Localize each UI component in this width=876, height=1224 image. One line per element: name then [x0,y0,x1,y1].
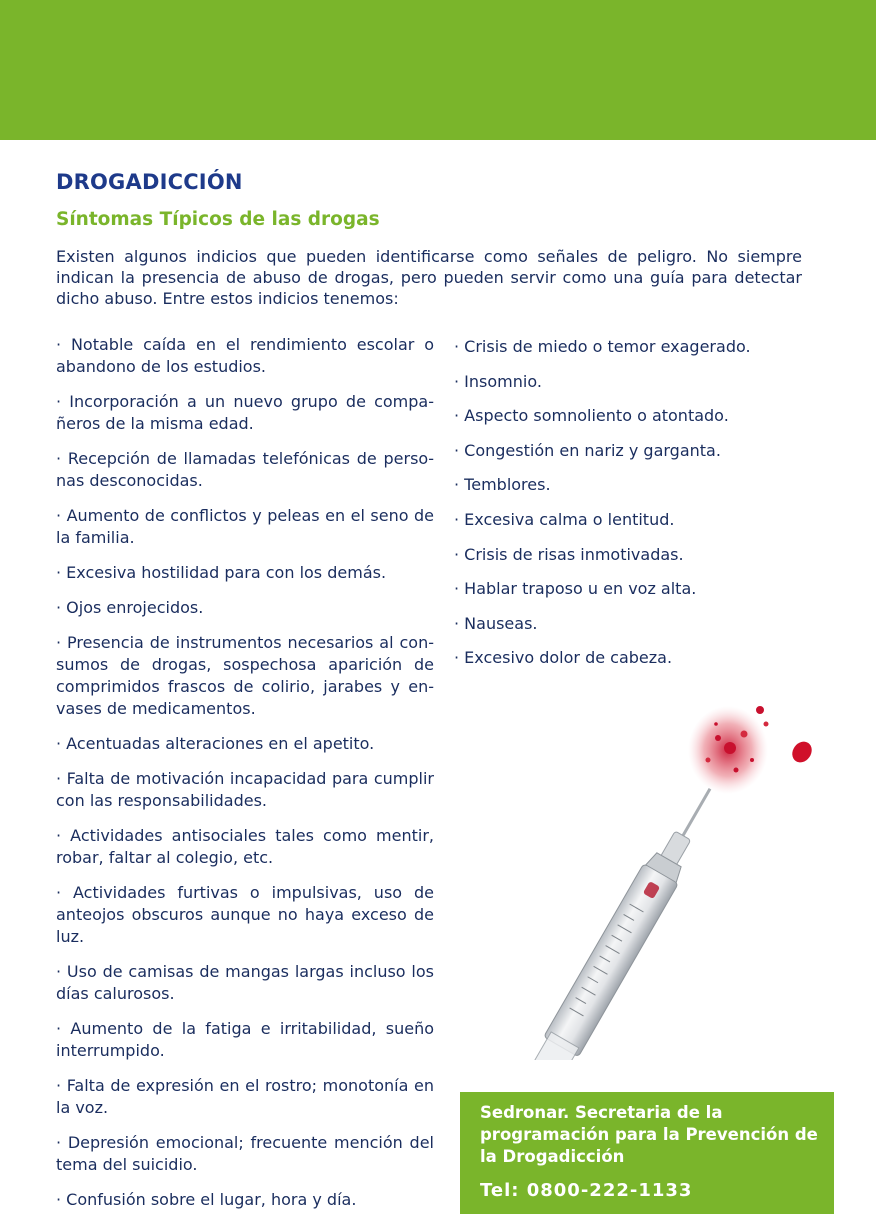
page-title: DROGADICCIÓN [56,170,243,194]
list-item: · Falta de motivación incapacidad para cumplir con las responsabilidades. [56,769,434,810]
list-item: · Insomnio. [454,371,542,391]
list-item: · Notable caída en el rendimiento escolar o abandono de los estudios. [56,335,434,376]
list-item: · Temblores. [454,475,551,495]
contact-phone: Tel: 0800-222-1133 [480,1180,693,1201]
list-item: · Nauseas. [454,613,538,633]
syringe-illustration [490,690,830,1060]
list-item: · Excesiva hostilidad para con los demás. [56,563,387,582]
symptom-list-right [454,336,814,682]
list-item: · Congestión en nariz y garganta. [454,440,721,460]
symptom-list-left [56,334,434,1224]
list-item: · Actividades furtivas o impulsivas, uso de anteojos obscuros aunque no haya exceso de luz. [56,883,434,946]
list-item: · Falta de expresión en el rostro; monotonía en la voz. [56,1076,434,1117]
list-item: · Presencia de instrumentos necesarios al consumos de drogas, sospechosa aparición de comprimidos frascos de colirio, jarabes y envases de medicamentos. [56,633,434,718]
contact-box [460,1092,834,1214]
list-item: · Ojos enrojecidos. [56,598,204,617]
page-subtitle: Síntomas Típicos de las drogas [56,209,380,230]
list-item: · Hablar traposo u en voz alta. [454,579,697,599]
list-item: · Aumento de la fatiga e irritabilidad, sueño interrumpido. [56,1019,434,1060]
list-item: · Crisis de risas inmotivadas. [454,544,684,564]
list-item: · Incorporación a un nuevo grupo de compañeros de la misma edad. [56,392,434,433]
list-item: · Crisis de miedo o temor exagerado. [454,337,751,356]
contact-organization: Sedronar. Secretaria de la programación para la Prevención de la Drogadicción [480,1103,818,1166]
list-item: · Excesivo dolor de cabeza. [454,648,673,668]
top-green-band [0,0,876,140]
list-item: · Uso de camisas de mangas largas incluso los días calurosos. [56,962,434,1003]
list-item: · Aspecto somnoliento o atontado. [454,406,729,426]
list-item: · Aumento de conflictos y peleas en el seno de la familia. [56,506,434,547]
list-item: · Depresión emocional; frecuente mención del tema del suicidio. [56,1133,434,1174]
list-item: · Excesiva calma o lentitud. [454,509,675,529]
list-item: · Acentuadas alteraciones en el apetito. [56,734,375,753]
list-item: · Recepción de llamadas telefónicas de personas desconocidas. [56,449,434,490]
list-item: · Actividades antisociales tales como mentir, robar, faltar al colegio, etc. [56,826,434,867]
intro-paragraph: Existen algunos indicios que pueden identificarse como señales de peligro. No siempre indican la presencia de abuso de drogas, pero pueden servir como una guía para detectar dicho abuso. Entre estos indicios tenemos: [56,247,802,308]
list-item: · Confusión sobre el lugar, hora y día. [56,1190,357,1209]
